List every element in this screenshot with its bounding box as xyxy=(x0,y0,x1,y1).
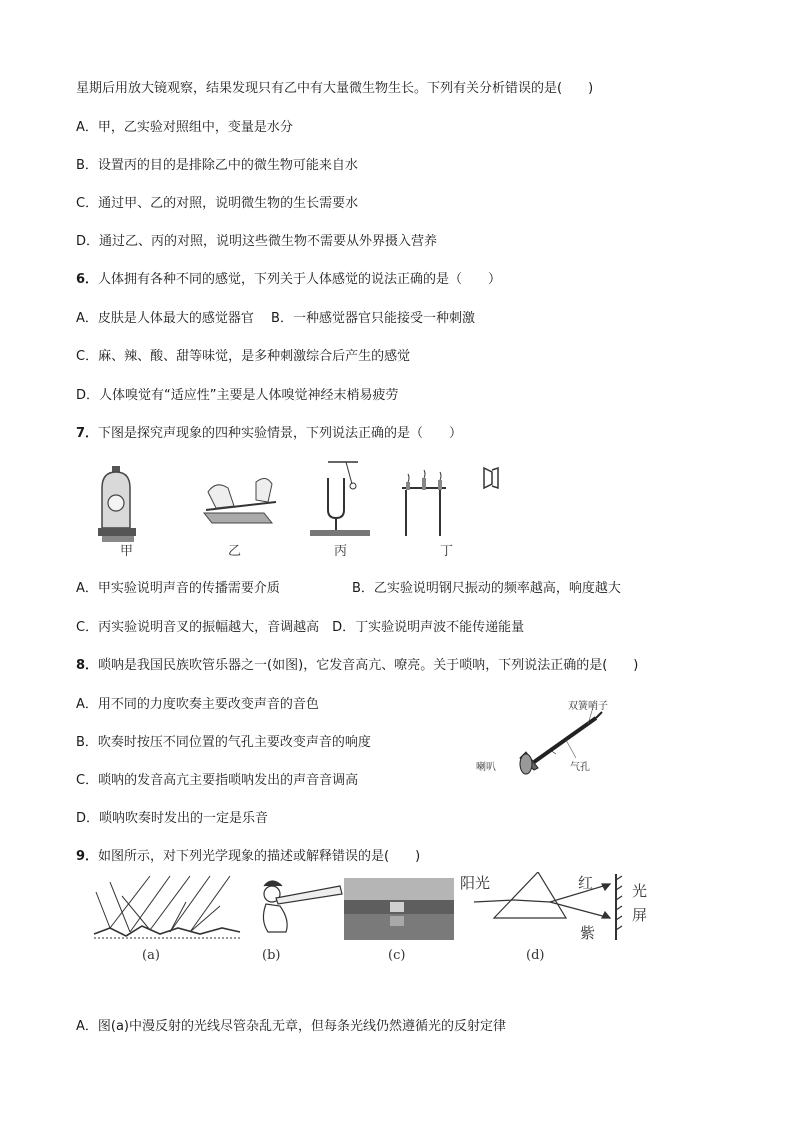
q6-text: 人体拥有各种不同的感觉，下列关于人体感觉的说法正确的是（ ） xyxy=(98,272,502,287)
q9-stem xyxy=(76,848,420,866)
fig9-label-c: (c) xyxy=(388,948,406,963)
ruler-figure xyxy=(204,478,276,523)
q9-text: 如图所示，对下列光学现象的描述或解释错误的是( ) xyxy=(98,849,421,864)
prism-dispersion-figure xyxy=(474,872,622,940)
q7-option-b: B．乙实验说明钢尺振动的频率越高，响度越大 xyxy=(352,581,621,596)
q8-stem xyxy=(76,657,638,675)
fig8-label-horn: 喇叭 xyxy=(476,762,496,773)
q7-option-a: A．甲实验说明声音的传播需要介质 xyxy=(76,581,280,596)
q5-option-d: D．通过乙、丙的对照，说明这些微生物不需要从外界摄入营养 xyxy=(76,234,438,249)
fig9-label-d: (d) xyxy=(526,948,545,963)
q8-option-d: D．唢呐吹奏时发出的一定是乐音 xyxy=(76,811,269,826)
q6-stem xyxy=(76,271,501,289)
fig9-label-purple: 紫 xyxy=(580,924,596,942)
q8-option-b: B．吹奏时按压不同位置的气孔主要改变声音的响度 xyxy=(76,735,371,750)
q5-stem-tail: 星期后用放大镜观察，结果发现只有乙中有大量微生物生长。下列有关分析错误的是( ) xyxy=(76,81,594,96)
q7-stem xyxy=(76,425,462,443)
q7-number: 7． xyxy=(76,426,99,441)
q5-option-b: B．设置丙的目的是排除乙中的微生物可能来自水 xyxy=(76,158,358,173)
q7-option-cd: C．丙实验说明音叉的振幅越大，音调越高 D．丁实验说明声波不能传递能量 xyxy=(76,620,525,635)
q8-number: 8． xyxy=(76,658,99,673)
q9-option-a: A．图(a)中漫反射的光线尽管杂乱无章，但每条光线仍然遵循光的反射定律 xyxy=(76,1019,507,1034)
reflection-photo-figure xyxy=(344,878,454,940)
q7-text: 下图是探究声现象的四种实验情景，下列说法正确的是（ ） xyxy=(98,426,463,441)
diffuse-reflection-figure xyxy=(94,876,240,938)
q5-option-a: A．甲，乙实验对照组中，变量是水分 xyxy=(76,120,293,135)
candles-figure xyxy=(402,468,498,536)
tuning-fork-figure xyxy=(310,462,370,536)
fig7-label-bing: 丙 xyxy=(334,544,348,559)
fig8-label-hole: 气孔 xyxy=(570,762,590,773)
figure-q9-optics xyxy=(90,872,660,944)
fig7-label-jia: 甲 xyxy=(120,544,134,559)
fig8-label-reed: 双簧哨子 xyxy=(568,701,608,712)
q8-text: 唢呐是我国民族吹管乐器之一(如图)，它发音高亢、嘹亮。关于唢呐，下列说法正确的是( ) xyxy=(98,658,639,673)
q9-number: 9． xyxy=(76,849,99,864)
fig9-label-b: (b) xyxy=(262,948,281,963)
q6-number: 6． xyxy=(76,272,99,287)
q6-option-c: C．麻、辣、酸、甜等味觉，是多种刺激综合后产生的感觉 xyxy=(76,349,411,364)
fig9-label-screen-2: 屏 xyxy=(632,906,648,924)
q8-option-a: A．用不同的力度吹奏主要改变声音的音色 xyxy=(76,697,319,712)
fig7-label-ding: 丁 xyxy=(440,544,454,559)
q5-option-c: C．通过甲、乙的对照，说明微生物的生长需要水 xyxy=(76,196,359,211)
fig7-label-yi: 乙 xyxy=(228,544,242,559)
q8-option-c: C．唢呐的发音高亢主要指唢呐发出的声音音调高 xyxy=(76,773,359,788)
fig9-label-red: 红 xyxy=(578,874,594,892)
fig9-label-screen-1: 光 xyxy=(632,882,648,900)
fig9-label-a: (a) xyxy=(142,948,160,963)
q6-option-d: D．人体嗅觉有“适应性”主要是人体嗅觉神经末梢易疲劳 xyxy=(76,388,399,403)
q6-option-ab: A．皮肤是人体最大的感觉器官 B．一种感觉器官只能接受一种刺激 xyxy=(76,311,475,326)
bell-jar-figure xyxy=(98,466,136,542)
figure-q8-suona xyxy=(490,700,610,780)
fig9-label-sunlight: 阳光 xyxy=(460,874,491,892)
telescope-figure xyxy=(263,881,342,932)
